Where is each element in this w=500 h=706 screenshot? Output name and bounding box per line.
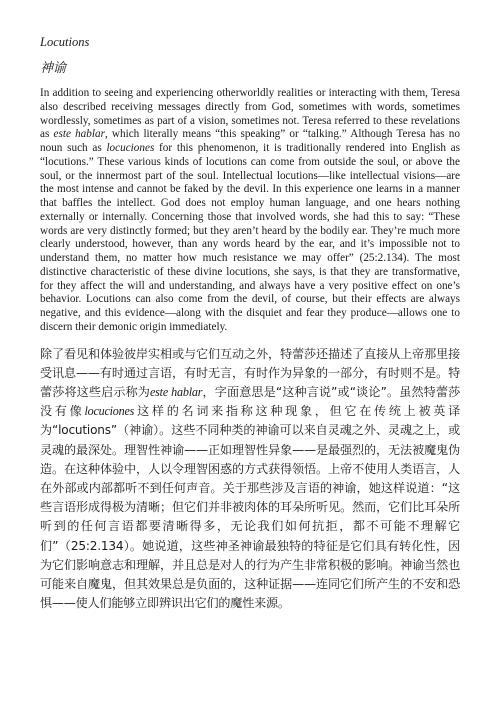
paragraph-english-text-3: for this phenomenon, it is traditionally rendered into English as “locutions.” These various kinds of locutions can come from outside the soul, or above the soul, or the innermost part of the soul. Intellectual locutions—like intellectual visions—are the most intense and cannot be faked by the devil. In this experience one learns in a manner that baffles the intellect. God does not employ human language, and one hears nothing externally or internally. Concerning those that involved words, she had this to say: “These words are very distinctly formed; but they aren’t heard by the bodily ear. They’re much more clearly understood, however, than any words heard by the ear, and it’s impossible not to understand them, no matter how much resistance we may offer” (25:2.134). The most distinctive characteristic of these divine locutions, she says, is that they are transformative, for they affect the will and understanding, and always have a very positive effect on one’s behavior. Locutions can also come from the devil, of course, but their effects are always negative, and this evidence—along with the disquiet and fear they produce—allows one to discern their demonic origin immediately. <box>40 142 460 333</box>
paragraph-english-text-1: In addition to seeing and experiencing otherworldly realities or interacting with them, Teresa also described receiving messages directly from God, sometimes with words, sometimes wordlessly, sometimes as part of a vision, sometimes not. Teresa referred to these revelations as <box>40 87 460 141</box>
document-page <box>40 34 460 613</box>
paragraph-english <box>40 87 460 335</box>
section-heading-english: Locutions <box>40 35 90 49</box>
paragraph-english-text-2: , which literally means “this speaking” or “talking.” Although Teresa has no noun such as <box>40 128 460 154</box>
section-heading-chinese: 神谕 <box>40 61 67 76</box>
term-este-hablar: este hablar <box>53 128 105 141</box>
term-locuciones: locuciones <box>106 142 155 154</box>
paragraph-chinese <box>40 345 460 614</box>
paragraph-chinese-text-3: 这样的名词来指称这种现象，但它在传统上被英译为“locutions”（神谕）。这些不同种类的神谕可以来自灵魂之外、灵魂之上，或灵魂的最深处。理智性神谕——正如理智性异象——是最强烈的，无法被魔鬼伪造。在这种体验中，人以令理智困惑的方式获得领悟。上帝不使用人类语言，人在外部或内部都听不到任何声音。关于那些涉及言语的神谕，她这样说道：“这些言语形成得极为清晰；但它们并非被肉体的耳朵所听见。然而，它们比耳朵所听到的任何言语都要清晰得多，无论我们如何抗拒，都不可能不理解它们”（25:2.134）。她说道，这些神圣神谕最独特的特征是它们具有转化性，因为它们影响意志和理解，并且总是对人的行为产生非常积极的影响。神谕当然也可能来自魔鬼，但其效果总是负面的，这种证据——连同它们所产生的不安和恐惧——使人们能够立即辨识出它们的魔性来源。 <box>40 404 460 611</box>
paragraph-chinese-text-1: 除了看见和体验彼岸实相或与它们互动之外，特蕾莎还描述了直接从上帝那里接受讯息——有时通过言语，有时无言，有时作为异象的一部分，有时则不是。特蕾莎将这些启示称为 <box>40 346 460 399</box>
term-locuciones-zh: locuciones <box>84 404 135 419</box>
paragraph-chinese-text-2: ，字面意思是“这种言说”或“谈论”。虽然特蕾莎没有像 <box>40 384 460 419</box>
term-este-hablar-zh: este hablar <box>150 384 203 399</box>
